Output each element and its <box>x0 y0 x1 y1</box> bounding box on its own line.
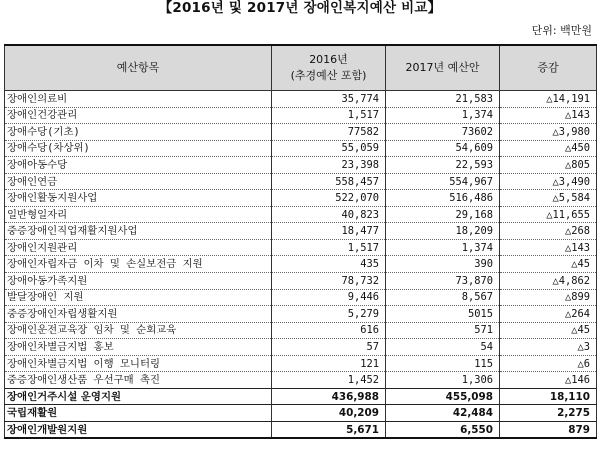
row-item-name: 장애아동수당 <box>5 157 272 174</box>
table-row <box>5 157 597 174</box>
row-value-2017: 115 <box>386 355 500 372</box>
row-item-name: 장애인차별금지법 이행 모니터링 <box>5 355 272 372</box>
row-item-name: 장애인거주시설 운영지원 <box>5 388 272 405</box>
row-value-2017: 73,870 <box>386 273 500 290</box>
row-value-2017: 571 <box>386 322 500 339</box>
header-2016 <box>272 45 386 91</box>
row-value-change: 2,275 <box>500 405 597 422</box>
row-value-2016: 436,988 <box>272 388 386 405</box>
row-value-2016: 5,671 <box>272 421 386 438</box>
row-value-2017: 1,306 <box>386 372 500 389</box>
row-value-2016: 616 <box>272 322 386 339</box>
row-value-2016: 77582 <box>272 124 386 141</box>
row-item-name: 장애인지원관리 <box>5 239 272 256</box>
row-item-name: 장애인연금 <box>5 173 272 190</box>
table-row <box>5 421 597 438</box>
row-value-2016: 35,774 <box>272 91 386 108</box>
row-item-name: 장애인활동지원사업 <box>5 190 272 207</box>
row-value-change: △45 <box>500 322 597 339</box>
header-2016-note: (추경예산 포함) <box>290 69 367 82</box>
row-value-2017: 6,550 <box>386 421 500 438</box>
unit-label: 단위: 백만원 <box>531 24 592 37</box>
row-value-2017: 8,567 <box>386 289 500 306</box>
table-row <box>5 388 597 405</box>
row-value-change: △45 <box>500 256 597 273</box>
row-value-change: △899 <box>500 289 597 306</box>
row-value-change: △805 <box>500 157 597 174</box>
row-item-name: 일반형일자리 <box>5 206 272 223</box>
row-value-change: △3,490 <box>500 173 597 190</box>
row-item-name: 장애수당(기초) <box>5 124 272 141</box>
row-item-name: 발달장애인 지원 <box>5 289 272 306</box>
row-value-change: △11,655 <box>500 206 597 223</box>
table-row <box>5 355 597 372</box>
row-value-change: △146 <box>500 372 597 389</box>
row-item-name: 장애인차별금지법 홍보 <box>5 339 272 356</box>
header-2016-year: 2016년 <box>309 53 348 66</box>
row-value-change: △143 <box>500 107 597 124</box>
table-row <box>5 190 597 207</box>
row-item-name: 중증장애인생산품 우선구매 촉진 <box>5 372 272 389</box>
row-value-2017: 554,967 <box>386 173 500 190</box>
table-row <box>5 289 597 306</box>
row-value-2017: 18,209 <box>386 223 500 240</box>
row-item-name: 장애인운전교육장 임차 및 순회교육 <box>5 322 272 339</box>
row-value-2016: 23,398 <box>272 157 386 174</box>
row-value-2017: 73602 <box>386 124 500 141</box>
row-value-change: △143 <box>500 239 597 256</box>
row-value-2016: 1,517 <box>272 239 386 256</box>
row-value-2017: 54,609 <box>386 140 500 157</box>
table-row <box>5 239 597 256</box>
row-value-2016: 1,517 <box>272 107 386 124</box>
row-value-2017: 29,168 <box>386 206 500 223</box>
row-value-2017: 516,486 <box>386 190 500 207</box>
row-value-2016: 18,477 <box>272 223 386 240</box>
row-value-change: △14,191 <box>500 91 597 108</box>
row-value-change: △450 <box>500 140 597 157</box>
table-header-row <box>5 45 597 91</box>
row-value-2016: 522,070 <box>272 190 386 207</box>
row-value-change: △4,862 <box>500 273 597 290</box>
row-value-2016: 558,457 <box>272 173 386 190</box>
row-value-2016: 40,209 <box>272 405 386 422</box>
row-item-name: 장애인자립자금 이차 및 손실보전금 지원 <box>5 256 272 273</box>
table-row <box>5 273 597 290</box>
row-value-2017: 1,374 <box>386 107 500 124</box>
table-row <box>5 322 597 339</box>
row-value-change: △264 <box>500 306 597 323</box>
table-row <box>5 256 597 273</box>
table-row <box>5 223 597 240</box>
row-value-2016: 40,823 <box>272 206 386 223</box>
row-value-2017: 54 <box>386 339 500 356</box>
table-row <box>5 107 597 124</box>
row-value-change: △268 <box>500 223 597 240</box>
page-title: 【2016년 및 2017년 장애인복지예산 비교】 <box>158 0 442 16</box>
row-value-change: △3,980 <box>500 124 597 141</box>
row-value-2016: 55,059 <box>272 140 386 157</box>
row-value-2017: 21,583 <box>386 91 500 108</box>
table-row <box>5 405 597 422</box>
header-2017: 2017년 예산안 <box>386 45 500 91</box>
row-value-2017: 1,374 <box>386 239 500 256</box>
table-row <box>5 339 597 356</box>
row-item-name: 장애인건강관리 <box>5 107 272 124</box>
header-change: 증감 <box>500 45 597 91</box>
table-row <box>5 124 597 141</box>
table-row <box>5 372 597 389</box>
row-value-change: △5,584 <box>500 190 597 207</box>
row-value-2017: 390 <box>386 256 500 273</box>
row-value-2017: 42,484 <box>386 405 500 422</box>
row-value-2016: 78,732 <box>272 273 386 290</box>
row-item-name: 장애인의료비 <box>5 91 272 108</box>
row-value-2016: 435 <box>272 256 386 273</box>
row-value-2016: 9,446 <box>272 289 386 306</box>
row-item-name: 장애아동가족지원 <box>5 273 272 290</box>
row-value-2017: 22,593 <box>386 157 500 174</box>
row-item-name: 중증장애인자립생활지원 <box>5 306 272 323</box>
header-item: 예산항목 <box>5 45 272 91</box>
table-row <box>5 91 597 108</box>
table-body <box>5 91 597 439</box>
row-value-change: △6 <box>500 355 597 372</box>
row-item-name: 장애인개발원지원 <box>5 421 272 438</box>
table-row <box>5 306 597 323</box>
table-row <box>5 173 597 190</box>
row-value-change: △3 <box>500 339 597 356</box>
row-value-2017: 455,098 <box>386 388 500 405</box>
row-item-name: 국립재활원 <box>5 405 272 422</box>
budget-table <box>4 44 597 439</box>
row-value-2016: 1,452 <box>272 372 386 389</box>
row-value-2016: 121 <box>272 355 386 372</box>
table-row <box>5 206 597 223</box>
row-value-2016: 57 <box>272 339 386 356</box>
row-value-2017: 5015 <box>386 306 500 323</box>
row-value-2016: 5,279 <box>272 306 386 323</box>
row-item-name: 장애수당(차상위) <box>5 140 272 157</box>
row-value-change: 18,110 <box>500 388 597 405</box>
row-item-name: 중증장애인직업재활지원사업 <box>5 223 272 240</box>
table-row <box>5 140 597 157</box>
row-value-change: 879 <box>500 421 597 438</box>
